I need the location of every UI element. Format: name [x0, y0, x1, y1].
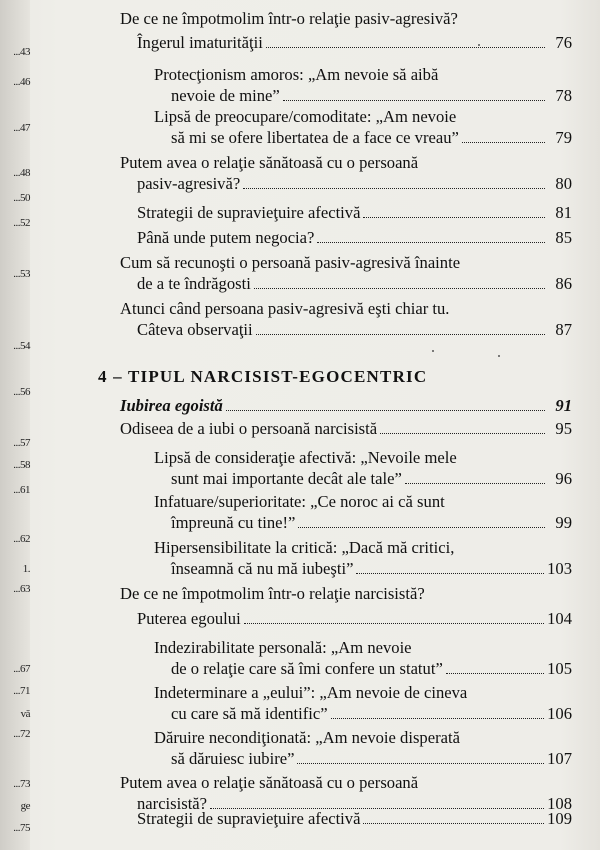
dot-leader [363, 217, 545, 218]
page-number: 85 [555, 228, 572, 247]
dot-leader [226, 410, 545, 411]
dot-leader [243, 188, 545, 189]
toc-entry-text: Strategii de supravieţuire afectivă [137, 203, 361, 222]
facing-page-number: ...62 [13, 533, 30, 545]
page-number: 78 [555, 86, 572, 105]
print-speck [498, 355, 500, 357]
facing-page-number: 1. [22, 563, 30, 575]
dot-leader [356, 573, 544, 574]
toc-entry-text: împreună cu tine!” [171, 513, 296, 532]
toc-entry [120, 583, 572, 604]
toc-entry-text: înseamnă că nu mă iubeşti” [171, 559, 354, 578]
toc-entry-text: Atunci când persoana pasiv-agresivă eşti chiar tu. [120, 299, 450, 318]
page-number: 109 [547, 809, 572, 828]
toc-entry [137, 227, 572, 248]
page-number: 76 [555, 33, 572, 52]
toc-entry-text: De ce ne împotmolim într-o relaţie narcisistă? [120, 584, 425, 603]
toc-entry-text: Lipsă de preocupare/comoditate: „Am nevoie [154, 107, 457, 126]
dot-leader [380, 433, 545, 434]
toc-entry [137, 202, 572, 223]
facing-page-number: ...57 [13, 437, 30, 449]
dot-leader [256, 334, 545, 335]
facing-page-number: ...72 [13, 728, 30, 740]
facing-page-number: ...43 [13, 46, 30, 58]
toc-entry [154, 447, 572, 489]
toc-entry-text: Indeterminare a „eului”: „Am nevoie de cineva [154, 683, 468, 702]
toc-entry-text: Putem avea o relaţie sănătoasă cu o persoană [120, 773, 419, 792]
toc-entry-text: sunt mai importante decât ale tale” [171, 469, 402, 488]
dot-leader [298, 527, 545, 528]
print-speck [478, 44, 480, 46]
facing-page-number: ...71 [13, 685, 30, 697]
facing-page-number: ...67 [13, 663, 30, 675]
print-speck [432, 350, 434, 352]
page-number: 80 [555, 174, 572, 193]
facing-page-number: ...73 [13, 778, 30, 790]
toc-entry-text: Îngerul imaturităţii [137, 33, 263, 52]
chapter-heading: 4 – TIPUL NARCISIST-EGOCENTRIC [98, 367, 428, 386]
dot-leader [283, 100, 545, 101]
facing-page-number: ge [20, 800, 30, 812]
page-number: 105 [547, 659, 572, 678]
toc-entry-text: Strategii de supravieţuire afectivă [137, 809, 361, 828]
toc-entry [137, 608, 572, 629]
toc-entry-text: Odiseea de a iubi o persoană narcisistă [120, 419, 378, 438]
toc-entry [137, 32, 572, 53]
toc-entry [120, 8, 572, 29]
dot-leader [462, 142, 545, 143]
page-number: 108 [547, 794, 572, 813]
page-number: 91 [555, 396, 572, 415]
page-number: 107 [547, 749, 572, 768]
dot-leader [363, 823, 544, 824]
dot-leader [331, 718, 544, 719]
toc-entry-text: narcisistă? [137, 794, 208, 813]
dot-leader [297, 763, 544, 764]
toc-entry-text: Puterea egoului [137, 609, 241, 628]
facing-page-number: ...47 [13, 122, 30, 134]
toc-entry-text: Infatuare/superioritate: „Ce noroc ai că sunt [154, 492, 445, 511]
toc-entry [154, 106, 572, 148]
toc-entry [120, 298, 572, 340]
toc-entry-text: Până unde putem negocia? [137, 228, 315, 247]
toc-entry-text: Hipersensibilitate la critică: „Dacă mă critici, [154, 538, 455, 557]
dot-leader [254, 288, 545, 289]
page-number: 79 [555, 128, 572, 147]
page-number: 86 [555, 274, 572, 293]
toc-entry-text: de o relaţie care să îmi confere un statut” [171, 659, 443, 678]
toc-entry-text: de a te îndrăgosti [137, 274, 251, 293]
page-number: 106 [547, 704, 572, 723]
toc-entry [154, 491, 572, 533]
toc-entry-text: De ce ne împotmolim într-o relaţie pasiv-agresivă? [120, 9, 458, 28]
page-number: 99 [555, 513, 572, 532]
page-number: 103 [547, 559, 572, 578]
toc-entry-text: Iubirea egoistă [120, 396, 223, 415]
toc-entry-text: Cum să recunoşti o persoană pasiv-agresivă înainte [120, 253, 461, 272]
dot-leader [446, 673, 544, 674]
toc-entry [120, 152, 572, 194]
toc-entry-text: pasiv-agresivă? [137, 174, 241, 193]
toc-entry-text: Putem avea o relaţie sănătoasă cu o persoană [120, 153, 419, 172]
toc-entry-text: Protecţionism amoros: „Am nevoie să aibă [154, 65, 439, 84]
facing-page-number: ...48 [13, 167, 30, 179]
toc-entry-text: Dăruire necondiţionată: „Am nevoie disperată [154, 728, 460, 747]
facing-page-number: ...52 [13, 217, 30, 229]
page-number: 96 [555, 469, 572, 488]
toc-entry-text: să mi se ofere libertatea de a face ce vreau” [171, 128, 459, 147]
dot-leader [266, 47, 545, 48]
toc-entry-text: să dăruiesc iubire” [171, 749, 295, 768]
toc-entry-text: Indezirabilitate personală: „Am nevoie [154, 638, 412, 657]
toc-entry [120, 252, 572, 294]
toc-entry [120, 418, 572, 439]
facing-page-number: ...56 [13, 386, 30, 398]
facing-page-number: ...46 [13, 76, 30, 88]
dot-leader [405, 483, 545, 484]
toc-entry-text: Câteva observaţii [137, 320, 253, 339]
toc-entry [154, 64, 572, 106]
facing-page-number: ...75 [13, 822, 30, 834]
facing-page-number: ...63 [13, 583, 30, 595]
facing-page-number: ...50 [13, 192, 30, 204]
dot-leader [317, 242, 545, 243]
page-number: 104 [547, 609, 572, 628]
toc-entry-text: nevoie de mine” [171, 86, 280, 105]
toc-entry [137, 808, 572, 829]
facing-page-number: ...61 [13, 484, 30, 496]
dot-leader [244, 623, 544, 624]
toc-entry [154, 727, 572, 769]
page-number: 95 [555, 419, 572, 438]
facing-page-number: ...53 [13, 268, 30, 280]
facing-page-edge [0, 0, 30, 850]
page-number: 81 [555, 203, 572, 222]
facing-page-number: ...54 [13, 340, 30, 352]
toc-entry-text: cu care să mă identific” [171, 704, 328, 723]
facing-page-number: vă [20, 708, 30, 720]
toc-entry [154, 637, 572, 679]
facing-page-number: ...58 [13, 459, 30, 471]
toc-entry-text: Lipsă de consideraţie afectivă: „Nevoile mele [154, 448, 457, 467]
toc-entry [154, 537, 572, 579]
page-number: 87 [555, 320, 572, 339]
toc-entry [120, 395, 572, 416]
toc-entry [154, 682, 572, 724]
